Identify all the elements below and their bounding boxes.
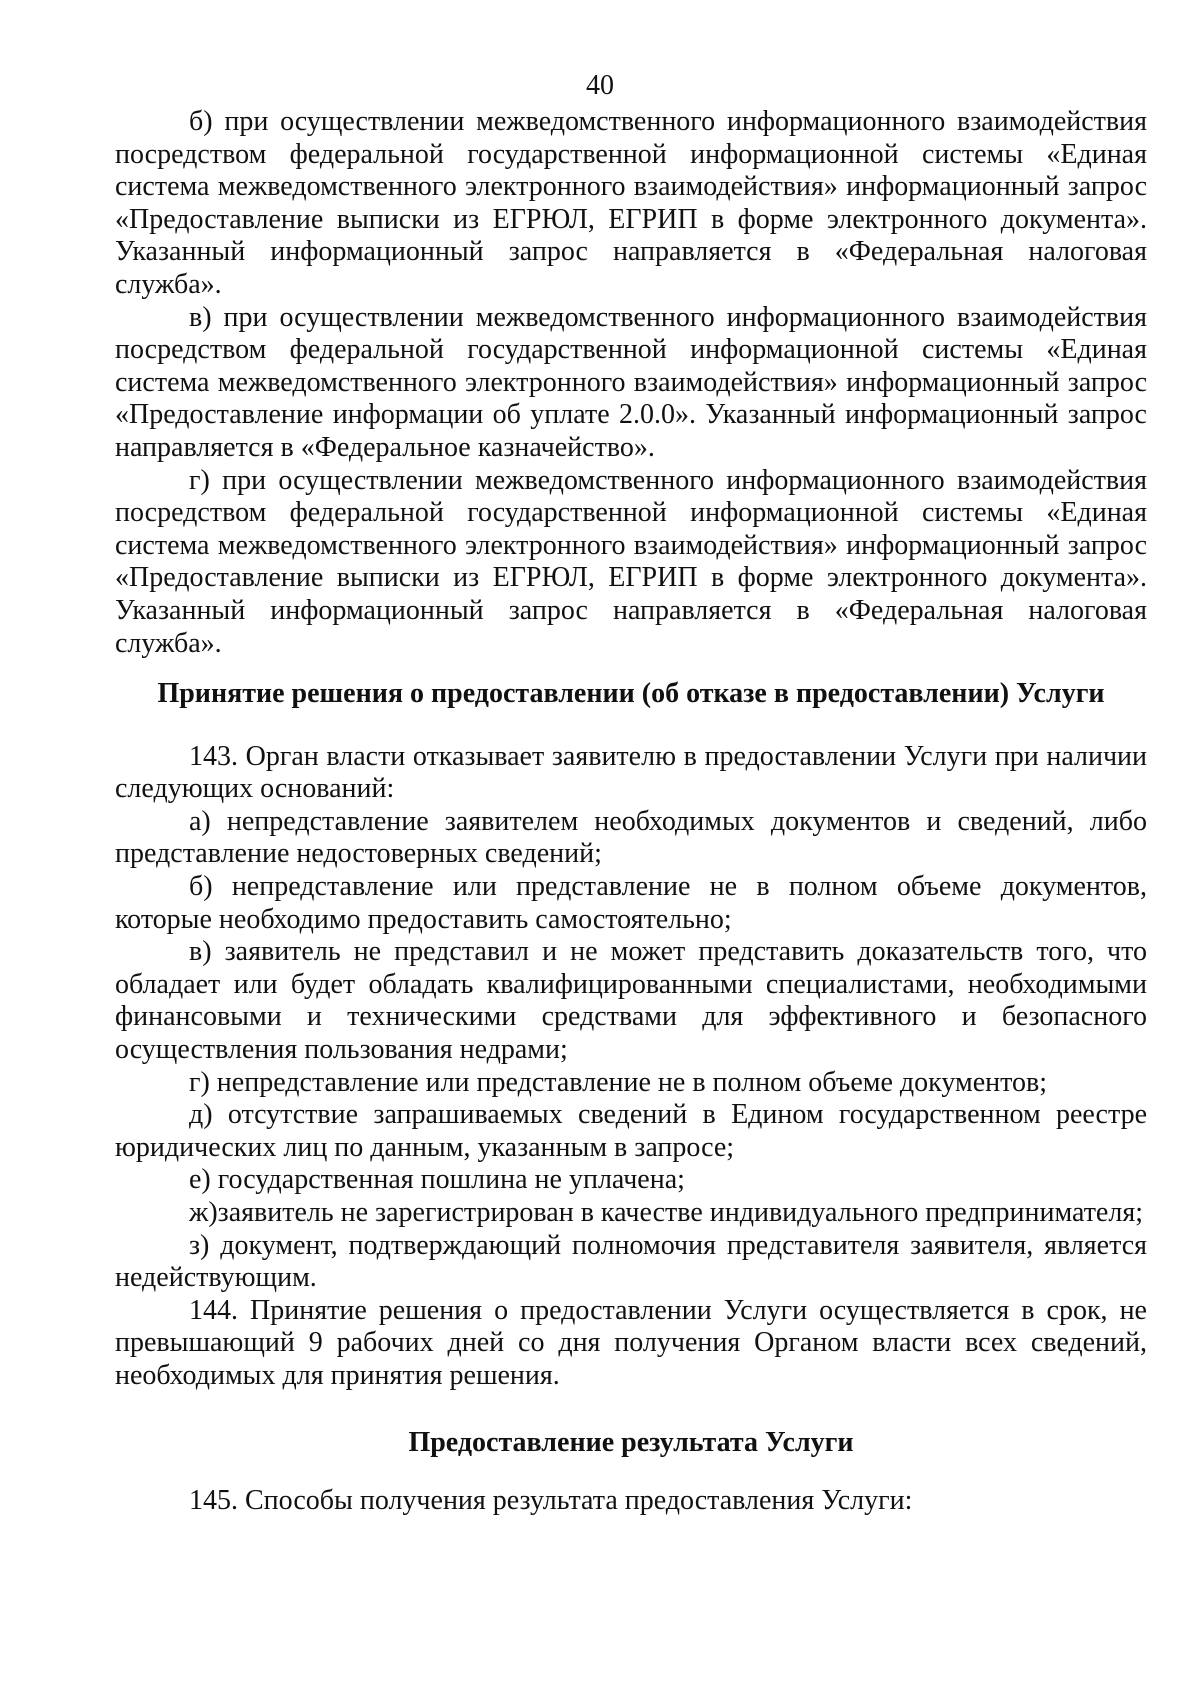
paragraph: б) при осуществлении межведомственного информационного взаимодействия посредством федеральной государственной информационной системы «Единая система межведомственного электронного взаимодействия» информационный запрос «Предоставление выписки из ЕГРЮЛ, ЕГРИП в форме электронного документа». Указанный информационный запрос направляется в «Федеральная налоговая служба». — [115, 106, 1147, 300]
paragraph-group-b — [115, 741, 1147, 1393]
section-heading-decision: Принятие решения о предоставлении (об отказе в предоставлении) Услуги — [157, 678, 1105, 710]
paragraph: 143. Орган власти отказывает заявителю в предоставлении Услуги при наличии следующих оснований: — [115, 740, 1147, 805]
paragraph-group-c — [115, 1485, 1147, 1518]
paragraph: 144. Принятие решения о предоставлении Услуги осуществляется в срок, не превышающий 9 рабочих дней со дня получения Органом власти всех сведений, необходимых для принятия решения. — [115, 1294, 1147, 1391]
paragraph: е) государственная пошлина не уплачена; — [189, 1164, 685, 1196]
document-body — [115, 106, 1147, 1518]
paragraph: а) непредставление заявителем необходимых документов и сведений, либо представление недостоверных сведений; — [115, 805, 1147, 870]
page-number: 40 — [586, 70, 614, 101]
paragraph: б) непредставление или представление не в полном объеме документов, которые необходимо предоставить самостоятельно; — [115, 871, 1147, 935]
paragraph: в) заявитель не представил и не может представить доказательств того, что обладает или будет обладать квалифицированными специалистами, необходимыми финансовыми и техническими средствами для эффективного и безопасного осуществления пользования недрами; — [115, 936, 1147, 1066]
paragraph: ж)заявитель не зарегистрирован в качестве индивидуального предпринимателя; — [189, 1197, 1143, 1228]
paragraph-group-a — [115, 106, 1147, 660]
section-heading-result: Предоставление результата Услуги — [408, 1426, 854, 1458]
paragraph: г) при осуществлении межведомственного информационного взаимодействия посредством федеральной государственной информационной системы «Единая система межведомственного электронного взаимодействия» информационный запрос «Предоставление выписки из ЕГРЮЛ, ЕГРИП в форме электронного документа». Указанный информационный запрос направляется в «Федеральная налоговая служба». — [115, 464, 1147, 659]
paragraph: д) отсутствие запрашиваемых сведений в Едином государственном реестре юридических лиц по данным, указанным в запросе; — [115, 1099, 1147, 1163]
paragraph: г) непредставление или представление не в полном объеме документов; — [189, 1066, 1047, 1098]
paragraph: в) при осуществлении межведомственного информационного взаимодействия посредством федеральной государственной информационной системы «Единая система межведомственного электронного взаимодействия» информационный запрос «Предоставление информации об уплате 2.0.0». Указанный информационный запрос направляется в «Федеральное казначейство». — [115, 301, 1147, 463]
paragraph: з) документ, подтверждающий полномочия представителя заявителя, является недействующим. — [115, 1229, 1147, 1294]
paragraph: 145. Способы получения результата предоставления Услуги: — [189, 1485, 913, 1517]
